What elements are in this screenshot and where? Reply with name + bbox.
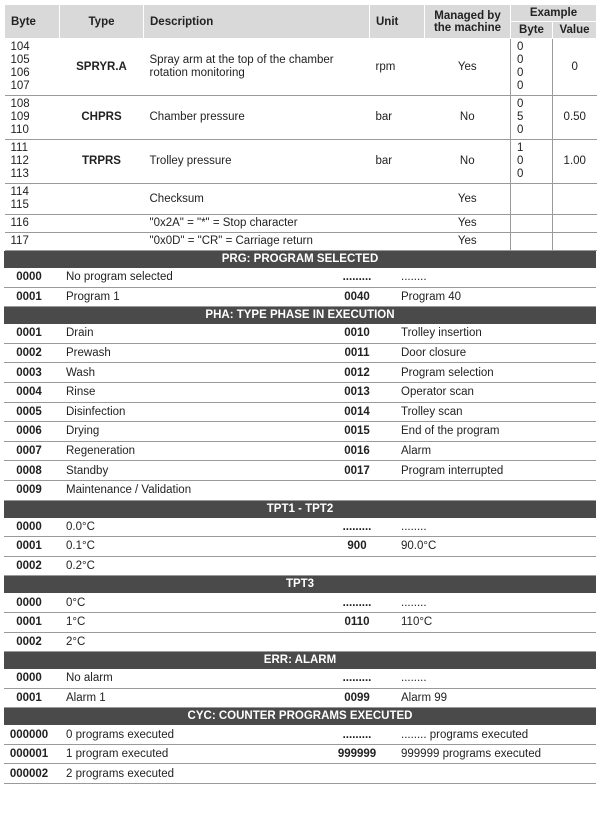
code-right: 0099 <box>344 691 370 704</box>
section-title: TPT1 - TPT2 <box>4 501 596 518</box>
label-left: 0 programs executed <box>66 728 175 741</box>
label-left: Program 1 <box>66 290 120 303</box>
code-left: 0001 <box>16 327 42 340</box>
label-right: Program 40 <box>401 290 462 303</box>
list-item <box>4 593 596 613</box>
code-left: 0009 <box>16 484 42 497</box>
label-right: End of the program <box>401 425 500 438</box>
cell-description: Trolley pressure <box>144 140 370 184</box>
code-section <box>4 307 596 500</box>
label-right: ........ <box>401 596 427 609</box>
cell-type: TRPRS <box>60 140 144 184</box>
list-item <box>4 383 596 403</box>
code-left: 0002 <box>16 560 42 573</box>
code-right: 0016 <box>344 445 370 458</box>
table-row <box>5 184 597 215</box>
label-right: 110°C <box>401 616 433 629</box>
table-row <box>5 96 597 140</box>
list-item <box>4 725 596 745</box>
code-right: ......... <box>342 520 372 533</box>
cell-description: Spray arm at the top of the chamber rotation monitoring <box>144 39 370 96</box>
cell-bytes: 111 112 113 <box>5 140 60 184</box>
list-item <box>4 557 596 577</box>
cell-type: SPRYR.A <box>60 39 144 96</box>
cell-example-byte <box>511 184 553 215</box>
label-right: 90.0°C <box>401 540 437 553</box>
cell-example-value: 0 <box>553 39 597 96</box>
header-byte: Byte <box>5 5 60 39</box>
code-left: 0001 <box>16 691 42 704</box>
code-right: 0017 <box>344 464 370 477</box>
table-row <box>5 215 597 233</box>
code-right: 0040 <box>344 290 370 303</box>
list-item <box>4 442 596 462</box>
code-right: 0110 <box>344 616 370 629</box>
code-left: 0000 <box>16 596 42 609</box>
label-right: Alarm 99 <box>401 691 448 704</box>
cell-bytes: 114 115 <box>5 184 60 215</box>
cell-type: CHPRS <box>60 96 144 140</box>
list-item <box>4 324 596 344</box>
table-row <box>5 233 597 251</box>
cell-example-value: 0.50 <box>553 96 597 140</box>
code-section <box>4 576 596 652</box>
code-sections <box>4 251 596 784</box>
code-right: 0015 <box>344 425 370 438</box>
code-left: 000000 <box>9 728 49 741</box>
list-item <box>4 268 596 288</box>
byte-table-body <box>5 39 597 251</box>
cell-type <box>60 184 144 215</box>
section-title: PHA: TYPE PHASE IN EXECUTION <box>4 307 596 324</box>
code-left: 0006 <box>16 425 42 438</box>
byte-table <box>4 4 597 251</box>
label-left: Wash <box>66 366 95 379</box>
label-right: 999999 programs executed <box>401 748 542 761</box>
table-row <box>5 39 597 96</box>
cell-example-byte: 1 0 0 <box>511 140 553 184</box>
cell-example-byte <box>511 215 553 233</box>
list-item <box>4 537 596 557</box>
cell-bytes: 104 105 106 107 <box>5 39 60 96</box>
cell-managed: No <box>425 140 511 184</box>
code-right: 0014 <box>344 405 370 418</box>
header-example-byte: Byte <box>511 22 553 39</box>
code-right: 900 <box>347 540 367 553</box>
code-right: ......... <box>342 672 372 685</box>
label-left: 2 programs executed <box>66 767 175 780</box>
label-right: Alarm <box>401 445 432 458</box>
section-title: CYC: COUNTER PROGRAMS EXECUTED <box>4 708 596 725</box>
header-managed: Managed by the machine <box>425 5 511 39</box>
cell-managed: Yes <box>425 215 511 233</box>
label-right: Trolley insertion <box>401 327 482 340</box>
code-left: 0001 <box>16 290 42 303</box>
cell-unit: bar <box>370 96 425 140</box>
code-right: 0013 <box>344 386 370 399</box>
cell-type <box>60 233 144 251</box>
cell-bytes: 108 109 110 <box>5 96 60 140</box>
code-right: 0012 <box>344 366 370 379</box>
code-left: 0008 <box>16 464 42 477</box>
list-item <box>4 403 596 423</box>
cell-unit <box>370 184 425 215</box>
code-section <box>4 708 596 784</box>
cell-bytes: 116 <box>5 215 60 233</box>
code-left: 0002 <box>16 635 42 648</box>
label-left: Standby <box>66 464 109 477</box>
label-left: No program selected <box>66 271 173 284</box>
code-left: 0005 <box>16 405 42 418</box>
header-type: Type <box>60 5 144 39</box>
list-item <box>4 344 596 364</box>
list-item <box>4 461 596 481</box>
list-item <box>4 745 596 765</box>
label-right: Trolley scan <box>401 405 463 418</box>
code-left: 0000 <box>16 520 42 533</box>
label-right: ........ <box>401 271 427 284</box>
code-right: 999999 <box>337 748 377 761</box>
list-item <box>4 633 596 653</box>
list-item <box>4 669 596 689</box>
cell-unit <box>370 215 425 233</box>
cell-unit: rpm <box>370 39 425 96</box>
label-left: Prewash <box>66 347 111 360</box>
code-right: 0011 <box>344 347 370 360</box>
list-item <box>4 613 596 633</box>
label-right: ........ <box>401 672 427 685</box>
list-item <box>4 363 596 383</box>
label-left: 0°C <box>66 596 86 609</box>
cell-managed: Yes <box>425 233 511 251</box>
cell-example-byte <box>511 233 553 251</box>
cell-example-byte: 0 0 0 0 <box>511 39 553 96</box>
label-left: 0.0°C <box>66 520 95 533</box>
code-left: 0007 <box>16 445 42 458</box>
cell-description: "0x0D" = "CR" = Carriage return <box>144 233 370 251</box>
label-right: ........ programs executed <box>401 728 529 741</box>
cell-bytes: 117 <box>5 233 60 251</box>
list-item <box>4 481 596 501</box>
label-right: Operator scan <box>401 386 474 399</box>
code-left: 0000 <box>16 271 42 284</box>
label-left: 1°C <box>66 616 86 629</box>
header-example-value: Value <box>553 22 597 39</box>
header-example: Example <box>511 5 597 22</box>
code-left: 000001 <box>9 748 49 761</box>
cell-example-value <box>553 215 597 233</box>
cell-managed: No <box>425 96 511 140</box>
cell-type <box>60 215 144 233</box>
code-left: 0001 <box>16 616 42 629</box>
code-right: ......... <box>342 596 372 609</box>
code-left: 000002 <box>9 767 49 780</box>
list-item <box>4 288 596 308</box>
label-left: 0.2°C <box>66 560 95 573</box>
code-left: 0002 <box>16 347 42 360</box>
code-section <box>4 501 596 577</box>
section-title: ERR: ALARM <box>4 652 596 669</box>
label-left: Rinse <box>66 386 96 399</box>
code-left: 0001 <box>16 540 42 553</box>
label-left: Maintenance / Validation <box>66 484 192 497</box>
cell-example-value <box>553 233 597 251</box>
code-left: 0000 <box>16 672 42 685</box>
label-left: Regeneration <box>66 445 136 458</box>
code-right: ......... <box>342 728 372 741</box>
cell-description: Chamber pressure <box>144 96 370 140</box>
section-title: TPT3 <box>4 576 596 593</box>
label-left: No alarm <box>66 672 113 685</box>
list-item <box>4 689 596 709</box>
code-right: ......... <box>342 271 372 284</box>
cell-unit <box>370 233 425 251</box>
cell-managed: Yes <box>425 39 511 96</box>
code-section <box>4 251 596 307</box>
table-row <box>5 140 597 184</box>
cell-description: Checksum <box>144 184 370 215</box>
label-left: Drain <box>66 327 94 340</box>
cell-example-value: 1.00 <box>553 140 597 184</box>
code-right: 0010 <box>344 327 370 340</box>
label-left: Disinfection <box>66 405 126 418</box>
list-item <box>4 422 596 442</box>
cell-example-byte: 0 5 0 <box>511 96 553 140</box>
label-left: 2°C <box>66 635 86 648</box>
cell-example-value <box>553 184 597 215</box>
label-right: Program interrupted <box>401 464 504 477</box>
cell-managed: Yes <box>425 184 511 215</box>
header-unit: Unit <box>370 5 425 39</box>
label-left: 1 program executed <box>66 748 169 761</box>
code-left: 0003 <box>16 366 42 379</box>
code-left: 0004 <box>16 386 42 399</box>
label-right: Program selection <box>401 366 494 379</box>
label-left: 0.1°C <box>66 540 95 553</box>
code-section <box>4 652 596 708</box>
list-item <box>4 518 596 538</box>
label-left: Alarm 1 <box>66 691 106 704</box>
label-left: Drying <box>66 425 100 438</box>
section-title: PRG: PROGRAM SELECTED <box>4 251 596 268</box>
list-item <box>4 764 596 784</box>
label-right: ........ <box>401 520 427 533</box>
label-right: Door closure <box>401 347 467 360</box>
cell-description: "0x2A" = "*" = Stop character <box>144 215 370 233</box>
cell-unit: bar <box>370 140 425 184</box>
header-description: Description <box>144 5 370 39</box>
